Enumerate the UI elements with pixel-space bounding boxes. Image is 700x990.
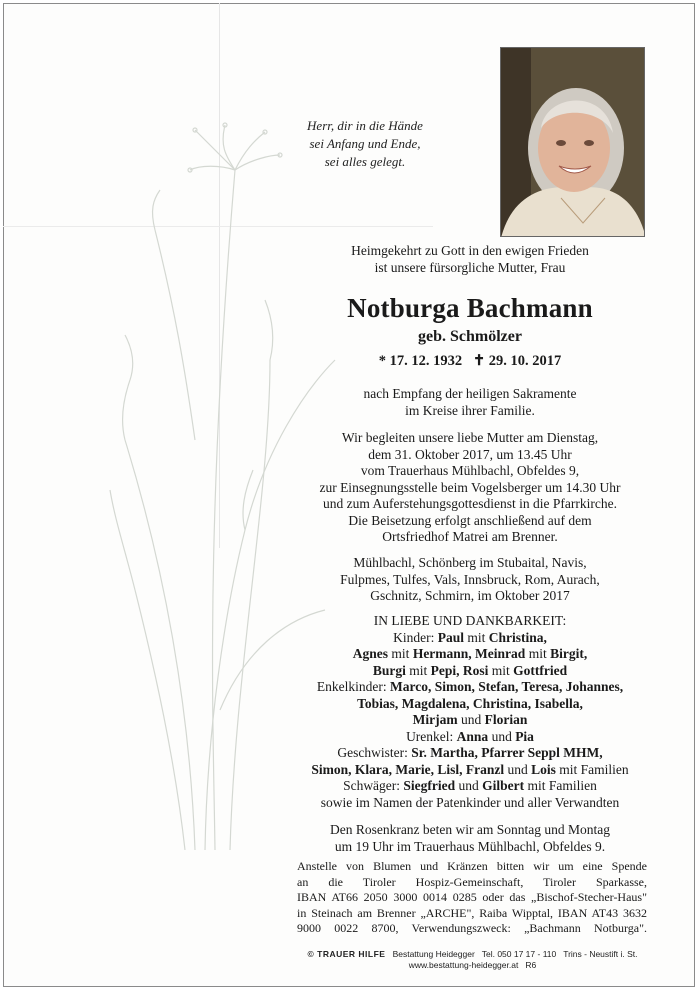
footer-line-2: [300, 960, 645, 971]
maiden-name: geb. Schmölzer: [418, 328, 522, 345]
funeral-line: Wir begleiten unsere liebe Mutter am Dienstag,: [341, 430, 599, 445]
siblings-line: Simon, Klara, Marie, Lisl, Franzl und Lois mit Familien: [311, 761, 629, 777]
company-location: Trins - Neustift i. St.: [563, 949, 638, 959]
donation-line: an die Tiroler Hospiz-Gemeinschaft, Tiroler Sparkasse,: [297, 874, 647, 889]
company-name: Bestattung Heidegger: [392, 949, 475, 959]
quote-line: Herr, dir in die Hände: [307, 118, 423, 133]
website-link[interactable]: www.bestattung-heidegger.at: [408, 960, 519, 970]
portrait-illustration: [501, 48, 645, 237]
life-dates: * 17. 12. 1932 ✝ 29. 10. 2017: [378, 353, 562, 369]
bible-quote: [300, 117, 430, 171]
funeral-details: [270, 430, 670, 546]
places-line: Mühlbachl, Schönberg im Stubaital, Navis,: [353, 555, 587, 570]
places-line: Fulpmes, Tulfes, Vals, Innsbruck, Rom, Aurach,: [340, 571, 600, 587]
rosary-line: Den Rosenkranz beten wir am Sonntag und Montag: [329, 822, 611, 837]
inlaws-line: Schwäger: Siegfried und Gilbert mit Familien: [343, 778, 597, 793]
donation-request: [297, 859, 647, 937]
trauerhilfe-logo: © TRAUER HILFE: [307, 949, 386, 959]
quote-line: sei Anfang und Ende,: [309, 136, 421, 151]
children-line: Agnes mit Hermann, Meinrad mit Birgit,: [352, 646, 588, 661]
portrait-photo: [500, 47, 645, 237]
grandchildren-line: Enkelkinder: Marco, Simon, Stefan, Teresa, Johannes,: [316, 679, 624, 694]
rosary-text: [270, 822, 670, 855]
sacraments-line: nach Empfang der heiligen Sakramente: [363, 386, 577, 401]
places-line: Gschnitz, Schmirn, im Oktober 2017: [370, 588, 570, 603]
great-grandchildren-line: Urenkel: Anna und Pia: [406, 728, 534, 744]
closing-line: sowie im Namen der Patenkinder und aller Verwandten: [320, 794, 620, 810]
grandchildren-line: Tobias, Magdalena, Christina, Isabella,: [357, 695, 583, 711]
funeral-line: zur Einsegnungsstelle beim Vogelsberger um 14.30 Uhr: [319, 479, 621, 495]
phone-number: Tel. 050 17 17 - 110: [481, 949, 557, 959]
sacraments-text: [270, 386, 670, 419]
funeral-line: Ortsfriedhof Matrei am Brenner.: [382, 529, 558, 544]
intro-text: [270, 243, 670, 276]
sacraments-line: im Kreise ihrer Familie.: [405, 402, 535, 418]
rosary-line: um 19 Uhr im Trauerhaus Mühlbachl, Obfeldes 9.: [334, 838, 606, 854]
donation-line: IBAN AT66 2050 3000 0014 0285 oder das „Bischof-Stecher-Haus": [297, 890, 647, 904]
funeral-line: Die Beisetzung erfolgt anschließend auf dem: [348, 512, 592, 528]
intro-line: ist unsere fürsorgliche Mutter, Frau: [374, 259, 566, 275]
funeral-line: und zum Auferstehungsgottesdienst in die Pfarrkirche.: [323, 496, 617, 511]
reference-code: R6: [525, 960, 537, 970]
intro-line: Heimgekehrt zu Gott in den ewigen Frieden: [351, 243, 589, 258]
mourners-heading: IN LIEBE UND DANKBARKEIT:: [373, 613, 567, 628]
footer-line-1: [300, 949, 645, 960]
deceased-name: Notburga Bachmann: [347, 293, 593, 323]
children-line: Kinder: Paul mit Christina,: [393, 629, 547, 645]
funeral-line: dem 31. Oktober 2017, um 13.45 Uhr: [368, 446, 572, 462]
grandchildren-line: Mirjam und Florian: [412, 712, 528, 727]
siblings-line: Geschwister: Sr. Martha, Pfarrer Seppl MHM,: [337, 745, 603, 760]
funeral-line: vom Trauerhaus Mühlbachl, Obfeldes 9,: [360, 463, 580, 478]
mourners-list: [270, 613, 670, 811]
donation-line: Anstelle von Blumen und Kränzen bitten wir um eine Spende: [297, 859, 647, 873]
donation-line: 9000 0022 8700, Verwendungszweck: „Bachmann Notburga".: [297, 921, 647, 935]
donation-line: in Steinach am Brenner „ARCHE", Raiba Wipptal, IBAN AT43 3632: [297, 905, 647, 920]
footer: [300, 949, 645, 971]
quote-line: sei alles gelegt.: [324, 154, 406, 169]
places-and-date: [270, 555, 670, 605]
children-line: Burgi mit Pepi, Rosi mit Gottfried: [372, 662, 568, 678]
